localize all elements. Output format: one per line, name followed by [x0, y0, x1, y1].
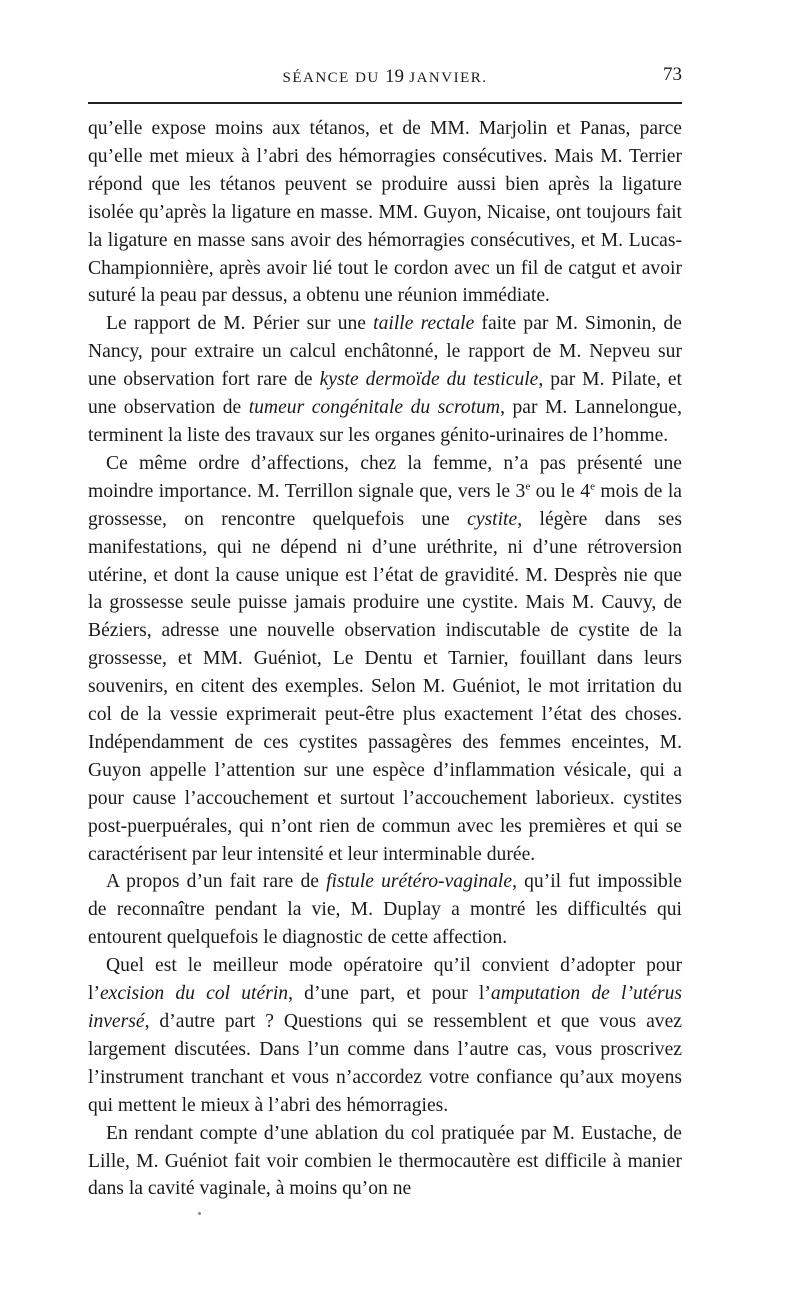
- text-run: En rendant compte d’une ablation du col pratiquée par M. Eustache, de Lille, M. Guéniot fait voir combien le thermocautère est difficile à manier dans la cavité vaginale, à moins qu’on ne: [88, 1122, 682, 1200]
- superscript-run: e: [590, 480, 595, 493]
- running-title-pre: SÉANCE DU: [282, 70, 385, 86]
- italic-run: cystite: [467, 508, 518, 530]
- running-title: [88, 66, 682, 88]
- text-run: ou le 4: [530, 480, 591, 502]
- running-header: [88, 62, 682, 104]
- text-run: , d’une part, et pour l’: [288, 983, 491, 1005]
- text-run: Ce même ordre d’affections, chez la femme, n’a pas présenté une moindre importance. M. Terrillon signale que, vers le 3: [88, 452, 682, 502]
- body-text: [88, 115, 682, 1203]
- text-run: , légère dans ses manifestations, qui ne dépend ni d’une uréthrite, ni d’une rétroversion utérine, et dont la cause unique est l’état de gravidité. M. Desprès nie que la grossesse seule puisse jamais produire une cystite. Mais M. Cauvy, de Béziers, adresse une nouvelle observation indiscutable de cystite de la grossesse, et MM. Guéniot, Le Dentu et Tarnier, fouillant dans leurs souvenirs, en citent des exemples. Selon M. Guéniot, le mot irritation du col de la vessie exprimerait peut-être plus exactement l’état des choses. Indépendamment de ces cystites passagères des femmes enceintes, M. Guyon appelle l’attention sur une espèce d’inflammation vésicale, qui a pour cause l’accouchement et surtout l’accouchement laborieux. cystites post-puerpuérales, qui n’ont rien de commun avec les premières et qui se caractérisent par leur intensité et leur interminable durée.: [88, 508, 682, 865]
- text-run: Quel est le meilleur mode opératoire qu’il convient d’adopter pour l’: [88, 955, 682, 1005]
- text-run: A propos d’un fait rare de: [106, 871, 327, 893]
- italic-run: taille rectale: [373, 313, 475, 335]
- ink-speck: [198, 1212, 201, 1215]
- italic-run: fistule urétéro-vaginale: [326, 871, 513, 893]
- paragraph: [88, 952, 682, 1119]
- italic-run: kyste dermoïde du testicule: [319, 369, 539, 391]
- text-run: qu’elle expose moins aux tétanos, et de MM. Marjolin et Panas, parce qu’elle met mieux à l’abri des hémorragies consécutives. Mais M. Terrier répond que les tétanos peuvent se produire aussi bien après la ligature isolée qu’après la ligature en masse. MM. Guyon, Nicaise, ont toujours fait la ligature en masse sans avoir des hémorragies consécutives, et M. Lucas-Championnière, après avoir lié tout le cordon avec un fil de catgut et avoir suturé la peau par dessus, a obtenu une réunion immédiate.: [88, 118, 682, 307]
- italic-run: tumeur congénitale du scrotum: [248, 397, 501, 419]
- running-title-post: JANVIER.: [404, 70, 488, 86]
- text-run: Le rapport de M. Périer sur une: [106, 313, 374, 335]
- paragraph: [88, 310, 682, 450]
- text-run: , par M. Lannelongue, terminent la liste des travaux sur les organes génito-urinaires de l’homme.: [88, 397, 682, 446]
- running-title-day: 19: [385, 66, 404, 87]
- paragraph: [88, 450, 682, 869]
- paragraph: [88, 1120, 682, 1204]
- text-run: faite par M. Simonin, de Nancy, pour extraire un calcul enchâtonné, le rapport de M. Nepveu sur une observation fort rare de: [88, 313, 683, 391]
- superscript-run: e: [525, 480, 531, 493]
- paragraph: [88, 868, 682, 952]
- italic-run: amputation de l’utérus inversé: [88, 983, 682, 1032]
- text-run: mois de la grossesse, on rencontre quelquefois une: [88, 480, 682, 530]
- italic-run: excision du col utérin: [99, 983, 289, 1005]
- text-run: , d’autre part ? Questions qui se ressemblent et que vous avez largement discutées. Dans l’un comme dans l’autre cas, vous proscrivez l’instrument tranchant et vous n’accordez votre confiance qu’aux moyens qui mettent le mieux à l’abri des hémorragies.: [88, 1011, 682, 1116]
- paragraph: [88, 115, 682, 310]
- page-number: 73: [663, 64, 682, 85]
- text-run: , par M. Pilate, et une observation de: [88, 369, 682, 419]
- text-run: , qu’il fut impossible de reconnaître pendant la vie, M. Duplay a montré les difficultés qui entourent quelquefois le diagnostic de cette affection.: [88, 871, 682, 949]
